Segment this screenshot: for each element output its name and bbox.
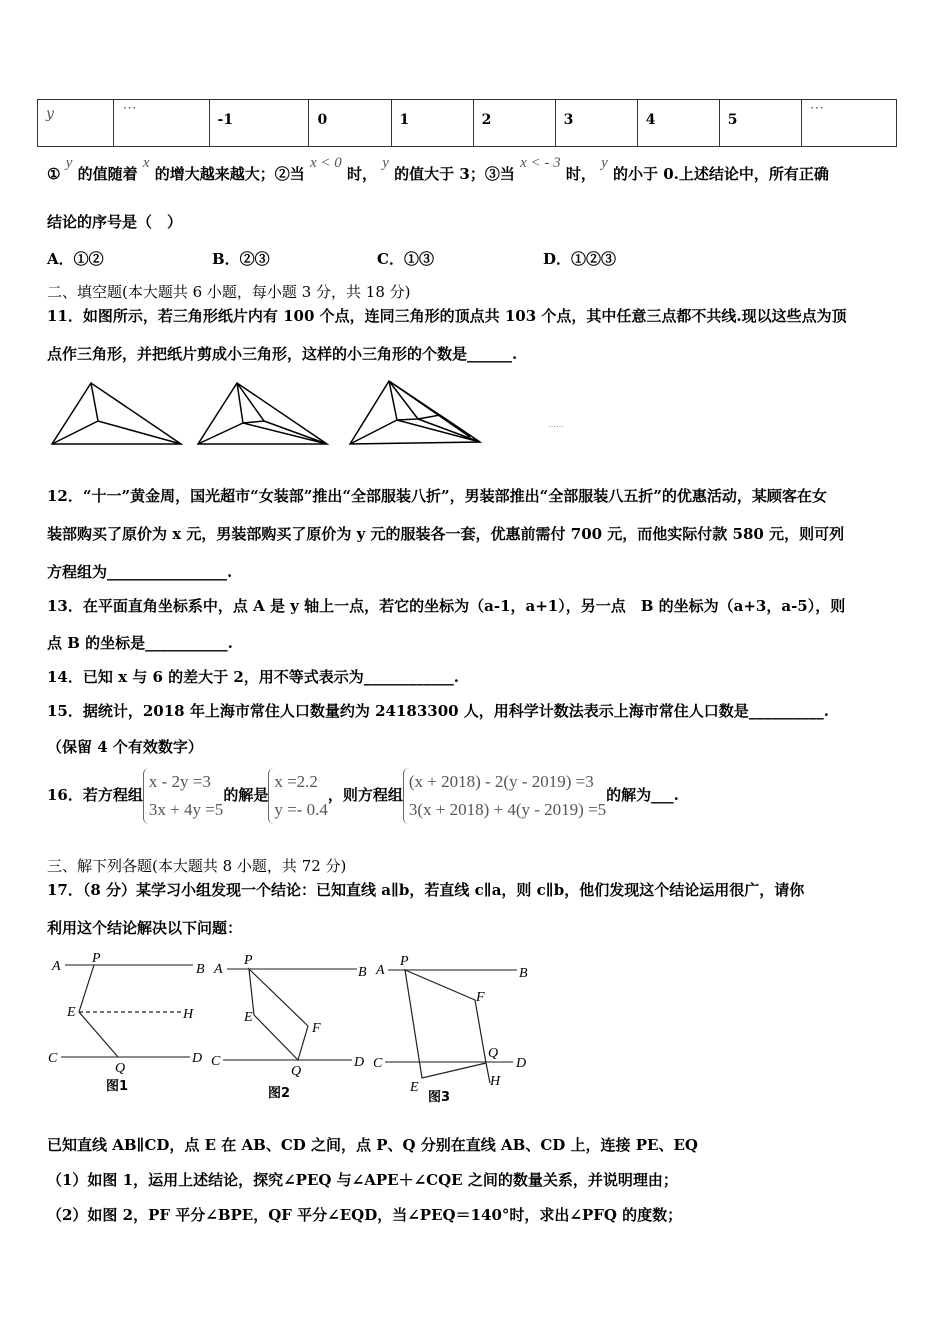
equation: y =- 0.4 — [274, 800, 328, 819]
label-B: B — [519, 966, 528, 981]
q13-line1: 13．在平面直角坐标系中，点 A 是 y 轴上一点，若它的坐标为（a-1，a+1），另一点 B 的坐标为（a+3，a-5），则 — [47, 597, 846, 615]
option-a: A．①② — [47, 250, 104, 268]
geometry-figures — [30, 940, 590, 1110]
text: ① — [47, 165, 61, 183]
label-D: D — [354, 1055, 365, 1070]
table-cell: ⋯ — [801, 100, 896, 147]
label-D: D — [192, 1051, 203, 1066]
caption-fig2: 图2 — [268, 1086, 291, 1101]
value-table — [37, 99, 897, 147]
equation: (x + 2018) - 2(y - 2019) =3 — [408, 772, 594, 791]
q15-line1: 15．据统计，2018 年上海市常住人口数量约为 24183300 人，用科学计数法表示上海市常住人口数是__________. — [47, 702, 830, 720]
equation: 3(x + 2018) + 4(y - 2019) =5 — [408, 800, 607, 819]
label-E: E — [67, 1005, 76, 1020]
label-D: D — [516, 1056, 527, 1071]
text: 16．若方程组 — [47, 786, 143, 804]
figure-ellipsis: …… — [548, 420, 564, 429]
label-A: A — [376, 963, 385, 978]
text: 的增大越来越大；②当 — [154, 165, 305, 183]
option-c: C．①③ — [377, 250, 434, 268]
table-cell: y — [38, 100, 114, 147]
section-3-heading: 三、解下列各题(本大题共 8 小题，共 72 分) — [47, 857, 347, 875]
table-cell: 3 — [555, 100, 637, 147]
label-B: B — [358, 965, 367, 980]
label-B: B — [196, 962, 205, 977]
table-cell: 0 — [309, 100, 391, 147]
label-E: E — [410, 1080, 419, 1095]
label-C: C — [211, 1054, 221, 1069]
option-d: D．①②③ — [543, 250, 617, 268]
label-H: H — [183, 1007, 194, 1022]
label-F: F — [476, 990, 485, 1005]
q15-line2: （保留 4 个有效数字） — [47, 738, 203, 756]
label-Q: Q — [115, 1061, 126, 1076]
label-E: E — [244, 1010, 253, 1025]
text: 时， — [347, 165, 378, 183]
label-A: A — [52, 959, 61, 974]
q10-statements — [47, 155, 829, 185]
q17-line1: 17．（8 分）某学习小组发现一个结论：已知直线 a∥b，若直线 c∥a，则 c∥b，他们发现这个结论运用很广，请你 — [47, 881, 805, 899]
equation: 3x + 4y =5 — [148, 800, 224, 819]
math: x < - 3 — [520, 155, 561, 171]
q12-line3: 方程组为________________. — [47, 563, 233, 581]
math: x — [142, 155, 150, 171]
text: 时， — [565, 165, 596, 183]
q11-line2: 点作三角形，并把纸片剪成小三角形，这样的小三角形的个数是______. — [47, 345, 518, 363]
label-F: F — [312, 1021, 321, 1036]
table-cell: -1 — [209, 100, 309, 147]
label-P: P — [244, 953, 253, 968]
table-cell: 2 — [473, 100, 555, 147]
q17-given: 已知直线 AB∥CD，点 E 在 AB、CD 之间，点 P、Q 分别在直线 AB、CD 上，连接 PE、EQ — [47, 1136, 698, 1154]
text: 的解是 — [223, 786, 269, 804]
q13-line2: 点 B 的坐标是___________. — [47, 634, 233, 652]
caption-fig3: 图3 — [428, 1090, 451, 1105]
q12-line2: 装部购买了原价为 x 元，男装部购买了原价为 y 元的服装各一套，优惠前需付 700 元，而他实际付款 580 元，则可列 — [47, 525, 845, 543]
math: y — [65, 155, 73, 171]
equation: x =2.2 — [274, 772, 318, 791]
section-2-heading: 二、填空题(本大题共 6 小题，每小题 3 分，共 18 分) — [47, 283, 411, 301]
table-cell: 4 — [637, 100, 719, 147]
equation: x - 2y =3 — [148, 772, 211, 791]
label-P: P — [92, 951, 101, 966]
text: 的值随着 — [77, 165, 138, 183]
triangle-figures — [40, 370, 600, 455]
math: y — [601, 155, 608, 171]
equation-system-3 — [403, 768, 606, 824]
label-C: C — [48, 1051, 58, 1066]
caption-fig1: 图1 — [106, 1079, 129, 1094]
table-cell: ⋯ — [114, 100, 209, 147]
q17-part2: （2）如图 2，PF 平分∠BPE，QF 平分∠EQD，当∠PEQ＝140°时，求出∠PFQ 的度数； — [47, 1206, 683, 1224]
q12-line1: 12．“十一”黄金周，国光超市“女装部”推出“全部服装八折”，男装部推出“全部服装八五折”的优惠活动，某顾客在女 — [47, 487, 827, 505]
table-cell: 1 — [391, 100, 473, 147]
label-Q: Q — [488, 1046, 499, 1061]
equation-system-1 — [143, 768, 223, 824]
q17-line2: 利用这个结论解决以下问题： — [47, 919, 243, 937]
q16 — [47, 768, 679, 824]
label-P: P — [400, 954, 409, 969]
label-A: A — [214, 962, 223, 977]
text: 的小于 0.上述结论中，所有正确 — [613, 165, 829, 183]
math: x < 0 — [310, 155, 342, 171]
q10-question: 结论的序号是（ ） — [47, 213, 183, 231]
text: 的值大于 3；③当 — [394, 165, 515, 183]
label-C: C — [373, 1056, 383, 1071]
q17-part1: （1）如图 1，运用上述结论，探究∠PEQ 与∠APE＋∠CQE 之间的数量关系，并说明理由； — [47, 1171, 678, 1189]
option-b: B．②③ — [212, 250, 270, 268]
label-Q: Q — [291, 1064, 302, 1079]
text: ，则方程组 — [327, 786, 403, 804]
math: y — [382, 155, 389, 171]
equation-system-2 — [268, 768, 328, 824]
label-H: H — [490, 1074, 501, 1089]
q14: 14．已知 x 与 6 的差大于 2，用不等式表示为____________. — [47, 668, 460, 686]
q11-line1: 11．如图所示，若三角形纸片内有 100 个点，连同三角形的顶点共 103 个点，其中任意三点都不共线.现以这些点为顶 — [47, 307, 847, 325]
table-cell: 5 — [719, 100, 801, 147]
text: 的解为___. — [606, 786, 679, 804]
